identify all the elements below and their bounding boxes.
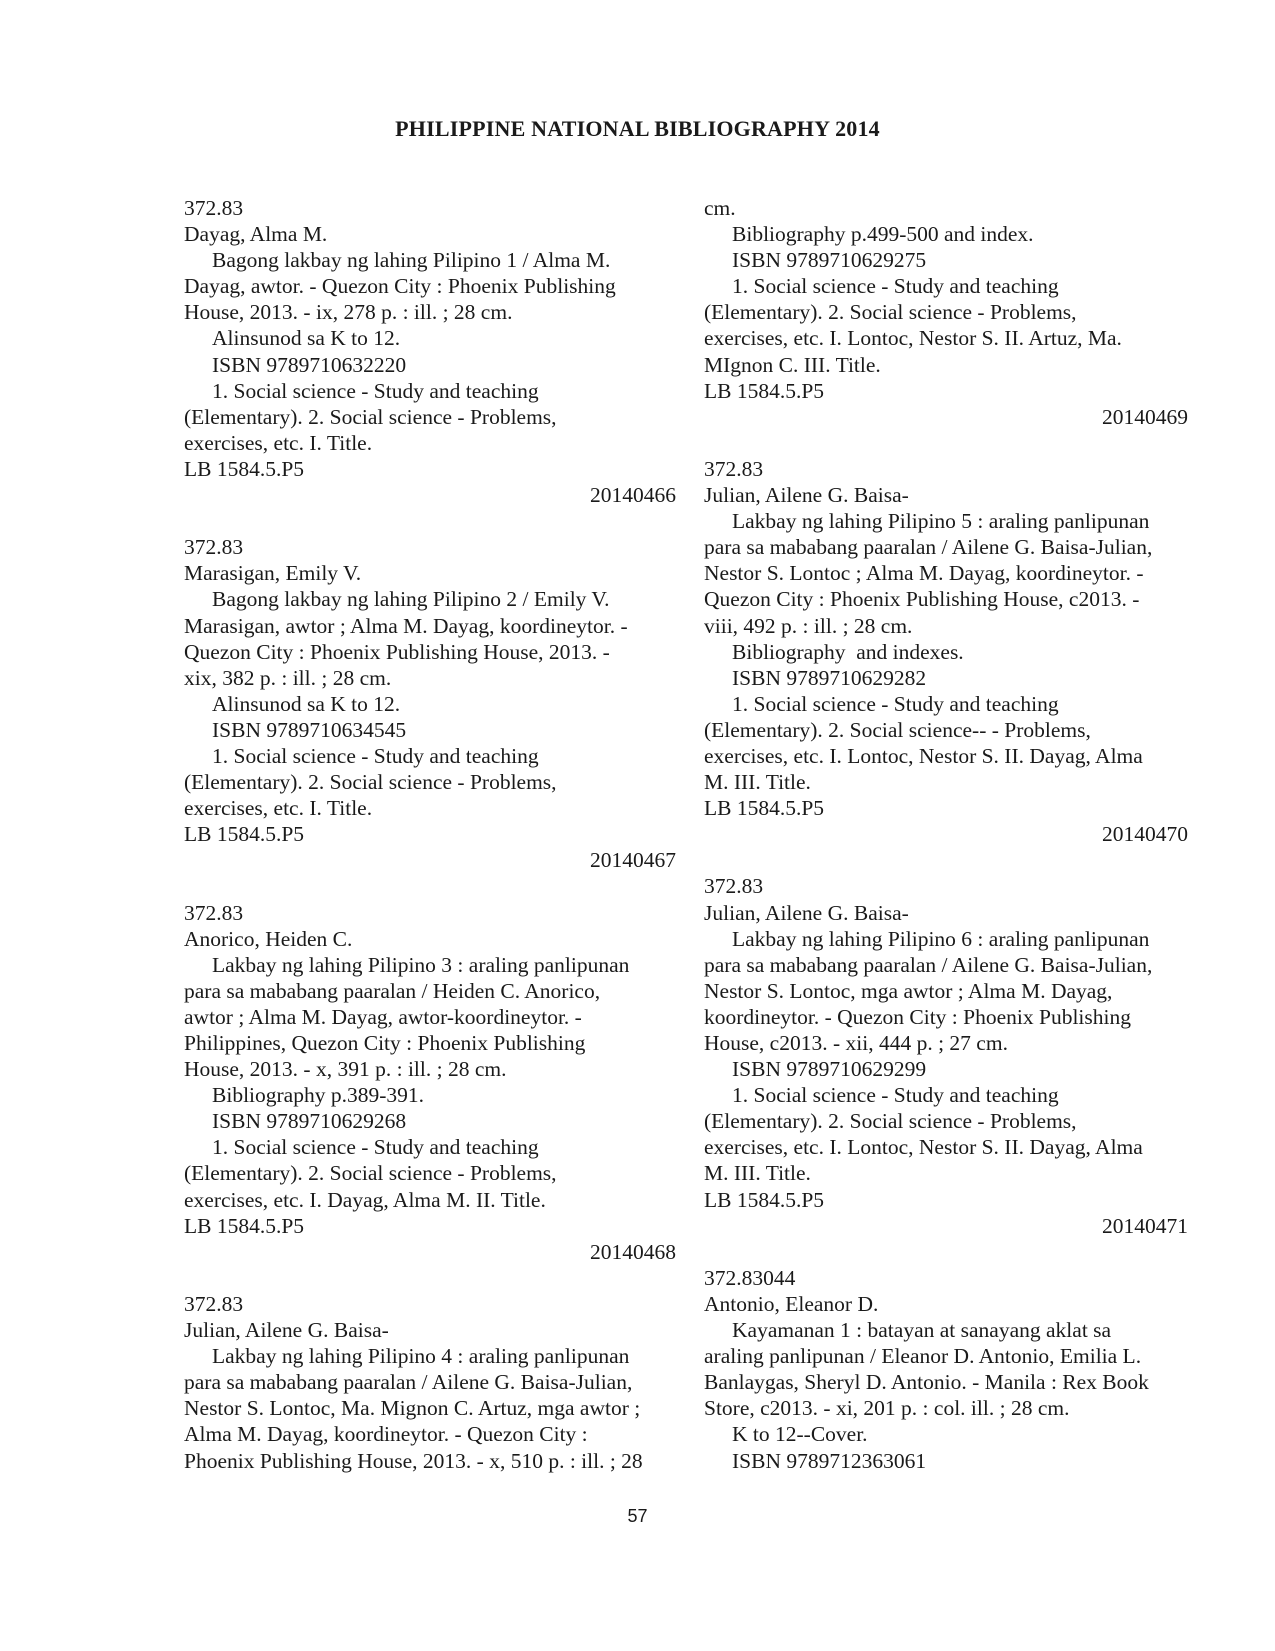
entry-line: Alma M. Dayag, koordineytor. - Quezon City : — [184, 1422, 588, 1447]
entry-line: MIgnon C. III. Title. — [704, 352, 881, 377]
entry-line: M. III. Title. — [704, 770, 811, 795]
entry-line: xix, 382 p. : ill. ; 28 cm. — [184, 665, 392, 690]
entry-line: 1. Social science - Study and teaching — [212, 378, 539, 403]
entry-line: Store, c2013. - xi, 201 p. : col. ill. ; 28 cm. — [704, 1396, 1070, 1421]
lc-classification: LB 1584.5.P5 — [704, 796, 825, 821]
entry-separator — [704, 430, 1188, 456]
entry-line: Quezon City : Phoenix Publishing House, 2013. - — [184, 639, 610, 664]
record-number: 20140470 — [1102, 822, 1188, 847]
call-number: 372.83 — [184, 1291, 244, 1316]
call-number: 372.83 — [704, 874, 764, 899]
entry-line: (Elementary). 2. Social science - Problems, — [184, 1161, 557, 1186]
entry-line: (Elementary). 2. Social science-- - Problems, — [704, 717, 1091, 742]
entry-line: Lakbay ng lahing Pilipino 6 : araling panlipunan — [732, 926, 1150, 951]
entry-line: House, 2013. - ix, 278 p. : ill. ; 28 cm. — [184, 300, 513, 325]
left-column — [184, 195, 676, 1474]
entry-line: Nestor S. Lontoc ; Alma M. Dayag, koordineytor. - — [704, 561, 1144, 586]
entry-line: exercises, etc. I. Title. — [184, 796, 373, 821]
isbn-line: ISBN 9789710629275 — [732, 248, 927, 273]
entry-line: K to 12--Cover. — [732, 1422, 868, 1447]
entry-line: Antonio, Eleanor D. — [704, 1291, 879, 1316]
entry-separator — [184, 873, 676, 899]
entry-line: Alinsunod sa K to 12. — [212, 691, 401, 716]
entry-separator — [184, 508, 676, 534]
entry-line: Julian, Ailene G. Baisa- — [704, 900, 909, 925]
call-number: 372.83 — [704, 456, 764, 481]
entry-line: exercises, etc. I. Dayag, Alma M. II. Title. — [184, 1187, 546, 1212]
entry-line: Bagong lakbay ng lahing Pilipino 2 / Emily V. — [212, 587, 610, 612]
entry-line: Banlaygas, Sheryl D. Antonio. - Manila : Rex Book — [704, 1370, 1149, 1395]
entry-line: Kayamanan 1 : batayan at sanayang aklat sa — [732, 1318, 1112, 1343]
entry-line: (Elementary). 2. Social science - Problems, — [184, 770, 557, 795]
isbn-line: ISBN 9789710629282 — [732, 665, 927, 690]
entry-line: para sa mababang paaralan / Ailene G. Baisa-Julian, — [704, 535, 1153, 560]
entry-line: Nestor S. Lontoc, mga awtor ; Alma M. Dayag, — [704, 978, 1113, 1003]
entry-line: Julian, Ailene G. Baisa- — [704, 483, 909, 508]
entry-line: Bibliography p.389-391. — [212, 1083, 424, 1108]
entry-separator — [184, 1265, 676, 1291]
entry-separator — [704, 847, 1188, 873]
record-number: 20140467 — [590, 848, 676, 873]
entry-line: (Elementary). 2. Social science - Problems, — [704, 300, 1077, 325]
entry-line: exercises, etc. I. Title. — [184, 430, 373, 455]
isbn-line: ISBN 9789710634545 — [212, 717, 407, 742]
entry-line: exercises, etc. I. Lontoc, Nestor S. II. Dayag, Alma — [704, 1135, 1143, 1160]
entry-line: exercises, etc. I. Lontoc, Nestor S. II. Dayag, Alma — [704, 743, 1143, 768]
entry-line: para sa mababang paaralan / Heiden C. Anorico, — [184, 978, 601, 1003]
entry-line: awtor ; Alma M. Dayag, awtor-koordineytor. - — [184, 1004, 582, 1029]
entry-line: Quezon City : Phoenix Publishing House, c2013. - — [704, 587, 1140, 612]
lc-classification: LB 1584.5.P5 — [184, 822, 305, 847]
entry-line: 1. Social science - Study and teaching — [732, 274, 1059, 299]
entry-line: Phoenix Publishing House, 2013. - x, 510 p. : ill. ; 28 — [184, 1448, 643, 1473]
lc-classification: LB 1584.5.P5 — [704, 378, 825, 403]
entry-line: Alinsunod sa K to 12. — [212, 326, 401, 351]
entry-line: House, 2013. - x, 391 p. : ill. ; 28 cm. — [184, 1057, 507, 1082]
entry-line: Nestor S. Lontoc, Ma. Mignon C. Artuz, mga awtor ; — [184, 1396, 641, 1421]
entry-line: exercises, etc. I. Lontoc, Nestor S. II. Artuz, Ma. — [704, 326, 1122, 351]
isbn-line: ISBN 9789710632220 — [212, 352, 407, 377]
entry-line: (Elementary). 2. Social science - Problems, — [704, 1109, 1077, 1134]
entry-line: viii, 492 p. : ill. ; 28 cm. — [704, 613, 913, 638]
entry-line: araling panlipunan / Eleanor D. Antonio, Emilia L. — [704, 1344, 1142, 1369]
lc-classification: LB 1584.5.P5 — [184, 1213, 305, 1238]
entry-line: 1. Social science - Study and teaching — [212, 743, 539, 768]
record-number: 20140468 — [590, 1239, 676, 1264]
entry-line: Bibliography p.499-500 and index. — [732, 222, 1034, 247]
entry-line: House, c2013. - xii, 444 p. ; 27 cm. — [704, 1031, 1008, 1055]
entry-line: M. III. Title. — [704, 1161, 811, 1186]
entry-line: Philippines, Quezon City : Phoenix Publishing — [184, 1031, 586, 1055]
entry-line: 1. Social science - Study and teaching — [732, 691, 1059, 716]
entry-line: Marasigan, awtor ; Alma M. Dayag, koordineytor. - — [184, 613, 628, 638]
entry-line: koordineytor. - Quezon City : Phoenix Publishing — [704, 1004, 1131, 1029]
entry-line: Lakbay ng lahing Pilipino 3 : araling panlipunan — [212, 952, 630, 977]
entry-line: Anorico, Heiden C. — [184, 926, 353, 951]
right-column — [704, 195, 1188, 1474]
entry-line: cm. — [704, 196, 736, 220]
entry-line: Dayag, awtor. - Quezon City : Phoenix Publishing — [184, 274, 616, 299]
page-number: 57 — [627, 1506, 648, 1526]
record-number: 20140466 — [590, 483, 676, 508]
entry-line: para sa mababang paaralan / Ailene G. Baisa-Julian, — [704, 952, 1153, 977]
entry-line: Marasigan, Emily V. — [184, 561, 362, 586]
call-number: 372.83044 — [704, 1265, 796, 1290]
entry-line: Lakbay ng lahing Pilipino 4 : araling panlipunan — [212, 1344, 630, 1369]
entry-line: Julian, Ailene G. Baisa- — [184, 1318, 389, 1343]
isbn-line: ISBN 9789710629268 — [212, 1109, 407, 1134]
record-number: 20140469 — [1102, 404, 1188, 429]
entry-line: Dayag, Alma M. — [184, 222, 328, 247]
entry-line: Bagong lakbay ng lahing Pilipino 1 / Alma M. — [212, 248, 611, 273]
isbn-line: ISBN 9789710629299 — [732, 1057, 927, 1082]
record-number: 20140471 — [1102, 1213, 1188, 1238]
page-title: PHILIPPINE NATIONAL BIBLIOGRAPHY 2014 — [395, 116, 880, 141]
lc-classification: LB 1584.5.P5 — [704, 1187, 825, 1212]
call-number: 372.83 — [184, 196, 244, 220]
isbn-line: ISBN 9789712363061 — [732, 1448, 927, 1473]
entry-line: 1. Social science - Study and teaching — [212, 1135, 539, 1160]
call-number: 372.83 — [184, 535, 244, 560]
call-number: 372.83 — [184, 900, 244, 925]
entry-line: Bibliography and indexes. — [732, 639, 964, 664]
entry-line: (Elementary). 2. Social science - Problems, — [184, 404, 557, 429]
entry-line: 1. Social science - Study and teaching — [732, 1083, 1059, 1108]
lc-classification: LB 1584.5.P5 — [184, 456, 305, 481]
entry-line: Lakbay ng lahing Pilipino 5 : araling panlipunan — [732, 509, 1150, 534]
entry-line: para sa mababang paaralan / Ailene G. Baisa-Julian, — [184, 1370, 633, 1395]
entry-separator — [704, 1239, 1188, 1265]
